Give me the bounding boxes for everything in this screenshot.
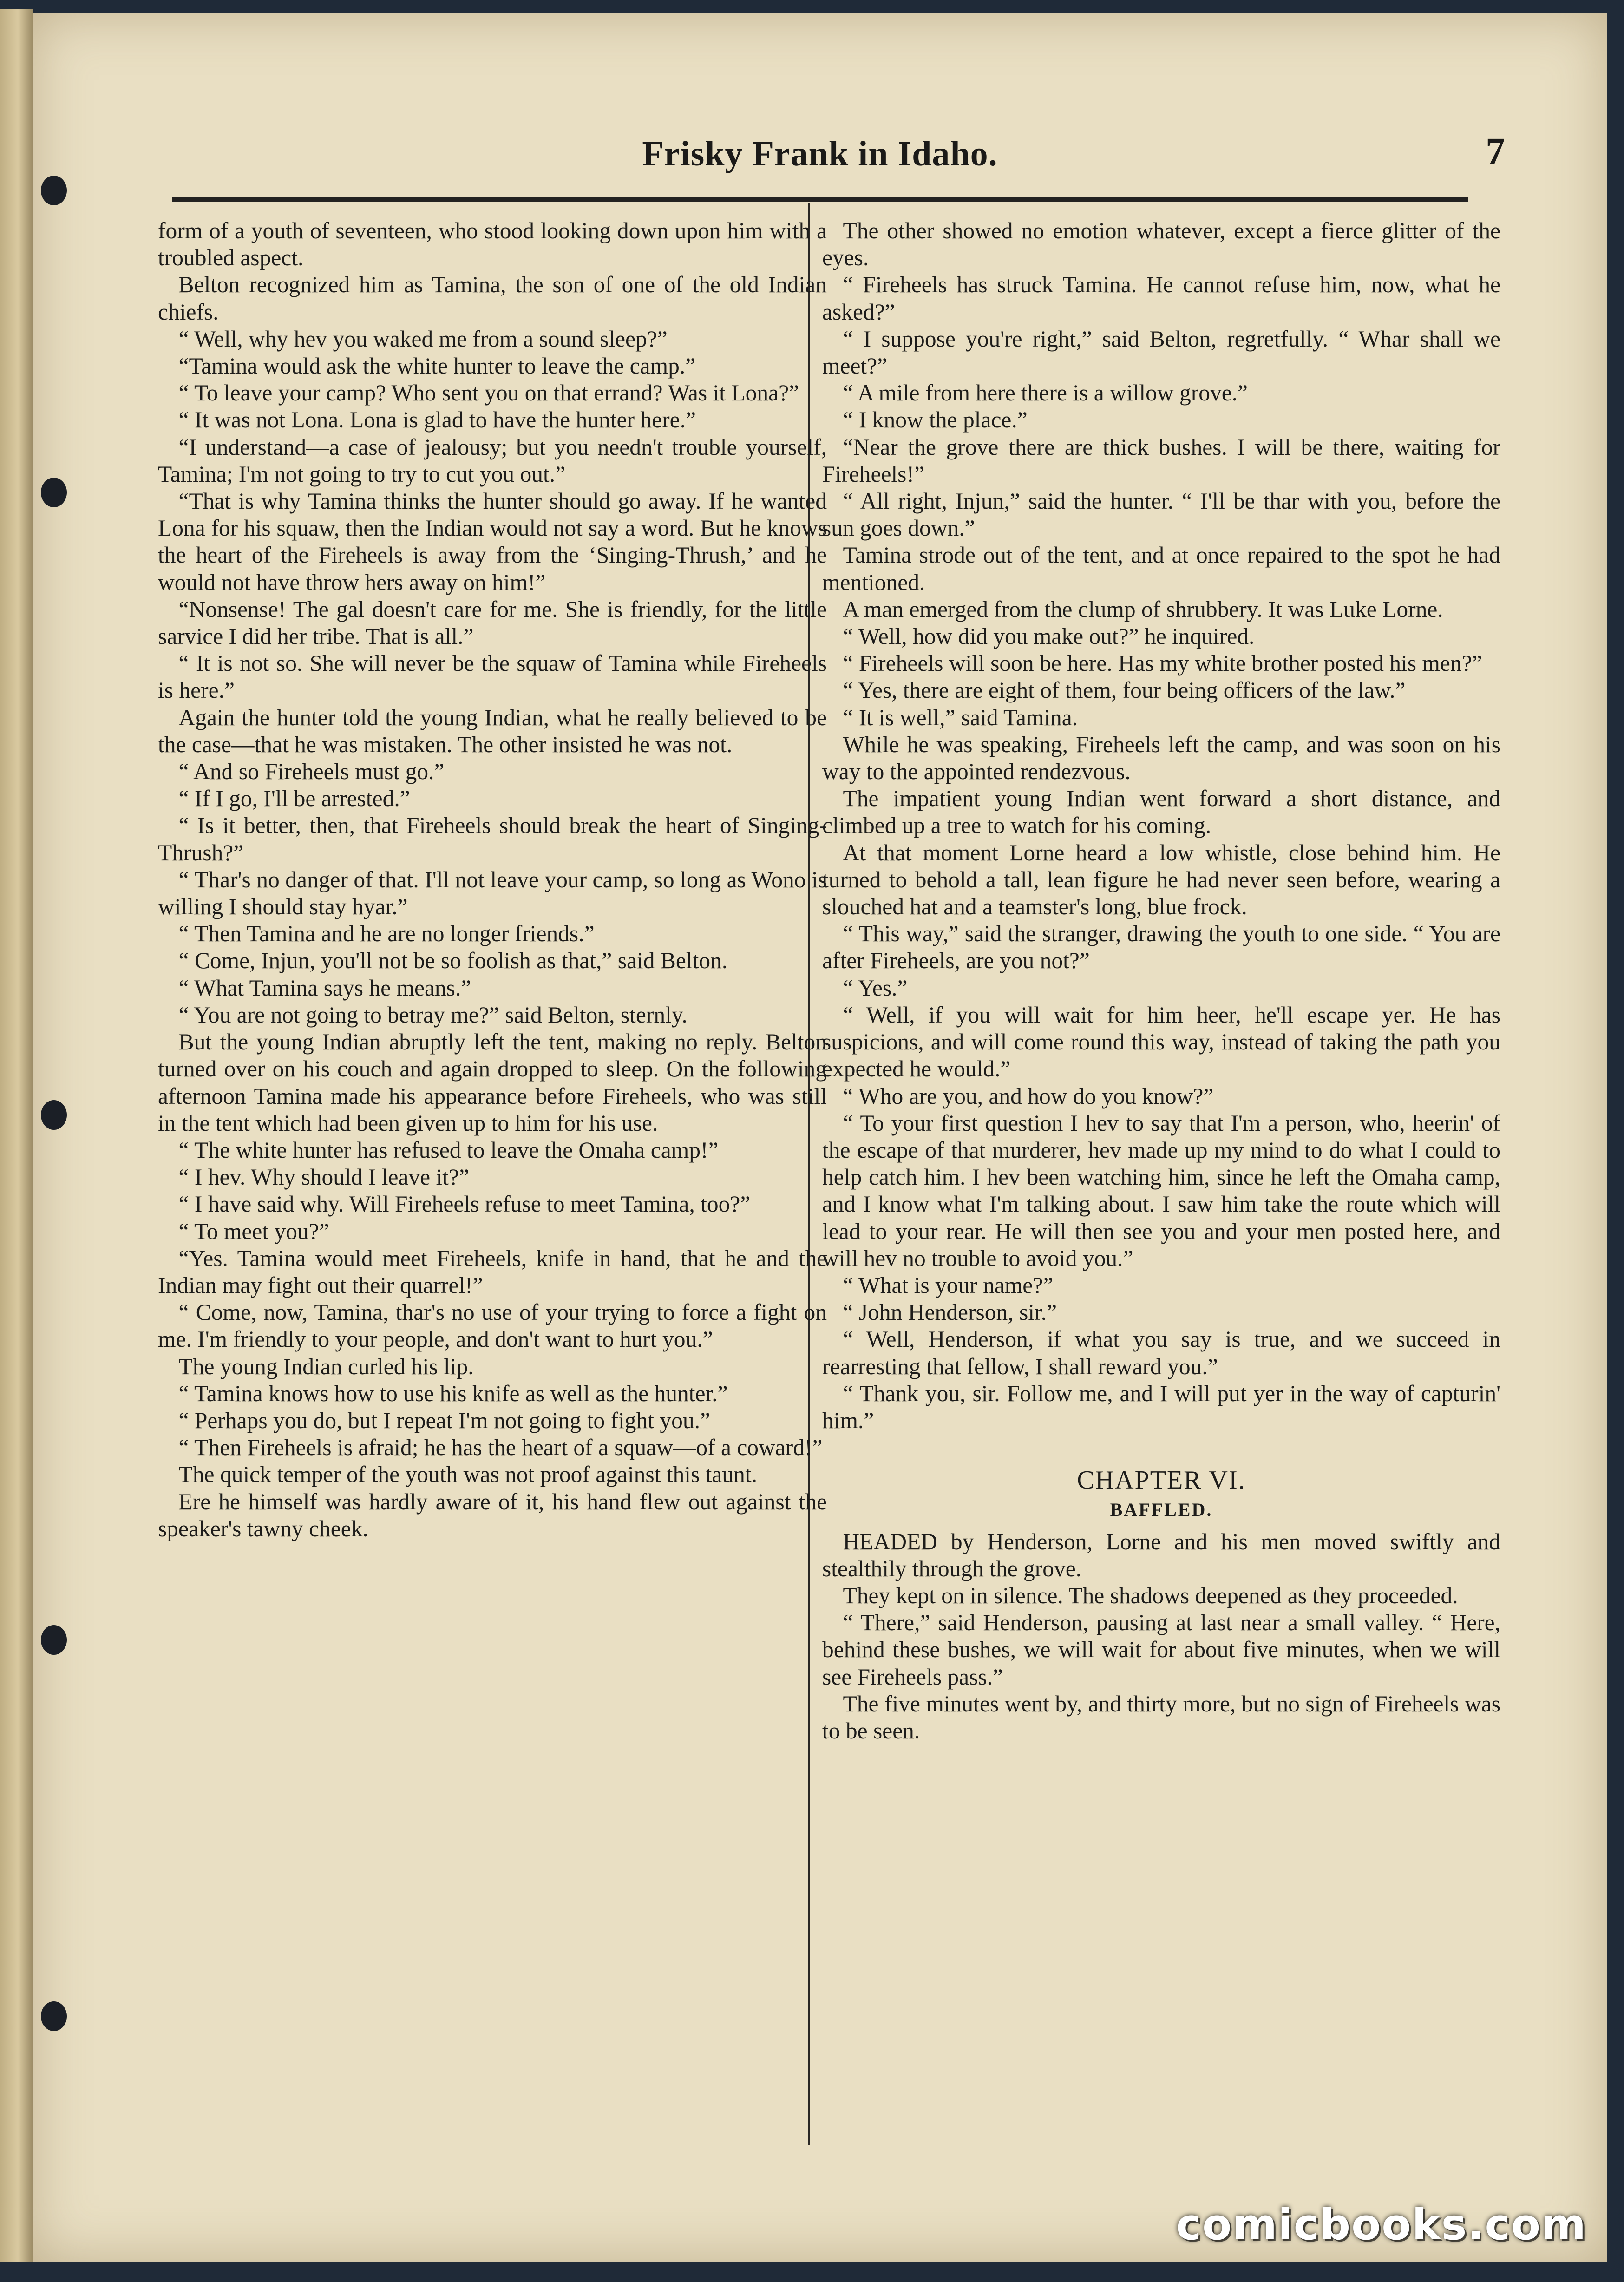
chapter-subtitle: BAFFLED.	[1110, 1499, 1213, 1521]
paragraph: “ Who are you, and how do you know?”	[843, 1083, 1214, 1109]
paragraph: “Tamina would ask the white hunter to leave the camp.”	[178, 353, 696, 379]
paragraph: HEADED by Henderson, Lorne and his men moved swiftly and stealthily through the grove.	[822, 1528, 1500, 1581]
paragraph: “ Fireheels has struck Tamina. He cannot refuse him, now, what he asked?”	[822, 272, 1500, 325]
paragraph: “ Yes, there are eight of them, four being officers of the law.”	[843, 677, 1406, 703]
paragraph: “ What is your name?”	[843, 1272, 1054, 1298]
paragraph: “ It is not so. She will never be the squaw of Tamina while Fireheels is here.”	[158, 650, 827, 703]
page-number: 7	[1486, 130, 1505, 173]
paragraph: “ Then Tamina and he are no longer friends.”	[178, 921, 595, 947]
paragraph: At that moment Lorne heard a low whistle, close behind him. He turned to behold a tall, lean figure he had never seen before, wearing a slouched hat and a teamster's long, blue frock.	[822, 839, 1500, 920]
text-column-left	[158, 217, 827, 2131]
paragraph: “ Thank you, sir. Follow me, and I will put yer in the way of capturin' him.”	[822, 1380, 1500, 1433]
paragraph: “ Fireheels will soon be here. Has my white brother posted his men?”	[843, 650, 1482, 676]
paragraph: form of a youth of seventeen, who stood looking down upon him with a troubled aspect.	[158, 218, 827, 271]
paragraph: “ There,” said Henderson, pausing at last near a small valley. “ Here, behind these bushes, we will wait for about five minutes, when we will see Fireheels pass.”	[822, 1610, 1500, 1690]
paragraph: “ Come, Injun, you'll not be so foolish as that,” said Belton.	[178, 948, 728, 974]
paragraph: “ I hev. Why should I leave it?”	[178, 1164, 469, 1190]
paragraph: The young Indian curled his lip.	[178, 1353, 474, 1379]
paragraph: “ I know the place.”	[843, 407, 1028, 433]
paragraph: “ Well, if you will wait for him heer, he'll escape yer. He has suspicions, and will come round this way, instead of taking the path you expected he would.”	[822, 1002, 1500, 1082]
facing-page-edge	[0, 9, 33, 2262]
paragraph: “ Well, Henderson, if what you say is true, and we succeed in rearresting that fellow, I shall reward you.”	[822, 1326, 1500, 1379]
paragraph: “Near the grove there are thick bushes. I will be there, waiting for Fireheels!”	[822, 434, 1500, 487]
header-rule	[172, 197, 1468, 202]
paragraph: “ To your first question I hev to say that I'm a person, who, heerin' of the escape of that murderer, hev made up my mind to do what I could to help catch him. I hev been watching him, since he left the Omaha camp, and I know what I'm talking about. I saw him take the route which will lead to your rear. He will then see you and your men posted here, and will hev no trouble to avoid you.”	[822, 1110, 1500, 1271]
binding-hole	[41, 1625, 67, 1655]
paragraph: “ John Henderson, sir.”	[843, 1299, 1057, 1325]
paragraph: “ Yes.”	[843, 975, 908, 1001]
paragraph: Ere he himself was hardly aware of it, his hand flew out against the speaker's tawny cheek.	[158, 1489, 827, 1541]
text-column-right-part-a	[822, 217, 1500, 1434]
running-title: Frisky Frank in Idaho.	[642, 134, 998, 173]
paragraph: While he was speaking, Fireheels left the camp, and was soon on his way to the appointed rendezvous.	[822, 731, 1500, 785]
text-column-right	[822, 217, 1500, 2131]
paragraph: “Nonsense! The gal doesn't care for me. She is friendly, for the little sarvice I did her tribe. That is all.”	[158, 596, 827, 649]
paragraph: But the young Indian abruptly left the tent, making no reply. Belton turned over on his couch and again dropped to sleep. On the following afternoon Tamina made his appearance before Fireheels, who was still in the tent which had been given up to him for his use.	[158, 1029, 827, 1136]
paragraph: “ All right, Injun,” said the hunter. “ I'll be thar with you, before the sun goes down.”	[822, 488, 1500, 541]
paragraph: “ Perhaps you do, but I repeat I'm not going to fight you.”	[178, 1407, 710, 1433]
binding-hole	[41, 2001, 67, 2031]
paragraph: “ What Tamina says he means.”	[178, 975, 471, 1001]
paragraph: “ The white hunter has refused to leave the Omaha camp!”	[178, 1137, 719, 1163]
paragraph: “ To leave your camp? Who sent you on that errand? Was it Lona?”	[178, 380, 799, 406]
paragraph: “ It is well,” said Tamina.	[843, 704, 1078, 730]
paragraph: “Yes. Tamina would meet Fireheels, knife in hand, that he and the Indian may fight out their quarrel!”	[158, 1245, 827, 1298]
paragraph: “ If I go, I'll be arrested.”	[178, 786, 410, 812]
paragraph: “ Well, why hev you waked me from a sound sleep?”	[178, 326, 668, 352]
paragraph: “ Thar's no danger of that. I'll not leave your camp, so long as Wono is willing I should stay hyar.”	[158, 866, 827, 920]
paragraph: A man emerged from the clump of shrubbery. It was Luke Lorne.	[843, 596, 1443, 622]
paragraph: “ It was not Lona. Lona is glad to have the hunter here.”	[178, 407, 696, 433]
paragraph: “ Come, now, Tamina, thar's no use of your trying to force a fight on me. I'm friendly to your people, and don't want to hurt you.”	[158, 1299, 827, 1352]
chapter-title: CHAPTER VI.	[1077, 1466, 1246, 1495]
binding-hole	[41, 478, 67, 507]
paragraph: Belton recognized him as Tamina, the son of one of the old Indian chiefs.	[158, 272, 827, 325]
paragraph: “ And so Fireheels must go.”	[178, 759, 445, 785]
paragraph: “ A mile from here there is a willow grove.”	[843, 380, 1248, 406]
paragraph: “ Tamina knows how to use his knife as well as the hunter.”	[178, 1380, 728, 1406]
paragraph: The impatient young Indian went forward a short distance, and climbed up a tree to watch for his coming.	[822, 786, 1500, 839]
paragraph: “ Then Fireheels is afraid; he has the heart of a squaw—of a coward!”	[178, 1435, 823, 1461]
binding-hole	[41, 1100, 67, 1130]
text-column-right-part-b	[822, 1528, 1500, 1745]
paragraph: “ Is it better, then, that Fireheels should break the heart of Singing-Thrush?”	[158, 813, 827, 866]
watermark: comicbooks.com	[1176, 2200, 1587, 2249]
paragraph: “ This way,” said the stranger, drawing the youth to one side. “ You are after Fireheels, are you not?”	[822, 921, 1500, 974]
book-page	[33, 13, 1607, 2262]
paragraph: “ I have said why. Will Fireheels refuse to meet Tamina, too?”	[178, 1191, 751, 1217]
paragraph: “I understand—a case of jealousy; but you needn't trouble yourself, Tamina; I'm not going to try to cut you out.”	[158, 434, 827, 487]
paragraph: They kept on in silence. The shadows deepened as they proceeded.	[843, 1582, 1458, 1608]
paragraph: “ You are not going to betray me?” said Belton, sternly.	[178, 1002, 688, 1028]
paragraph: Tamina strode out of the tent, and at once repaired to the spot he had mentioned.	[822, 542, 1500, 595]
page-header	[33, 125, 1607, 185]
paragraph: The quick temper of the youth was not proof against this taunt.	[178, 1462, 758, 1488]
paragraph: Again the hunter told the young Indian, what he really believed to be the case—that he was mistaken. The other insisted he was not.	[158, 704, 827, 757]
paragraph: “ To meet you?”	[178, 1218, 329, 1244]
paragraph: “ Well, how did you make out?” he inquired.	[843, 623, 1255, 649]
paragraph: The five minutes went by, and thirty more, but no sign of Fireheels was to be seen.	[822, 1691, 1500, 1744]
paragraph: The other showed no emotion whatever, except a fierce glitter of the eyes.	[822, 218, 1500, 271]
paragraph: “That is why Tamina thinks the hunter should go away. If he wanted Lona for his squaw, then the Indian would not say a word. But he knows the heart of the Fireheels is away from the ‘Singing-Thrush,’ and he would not have throw hers away on him!”	[158, 488, 827, 595]
paragraph: “ I suppose you're right,” said Belton, regretfully. “ Whar shall we meet?”	[822, 326, 1500, 379]
